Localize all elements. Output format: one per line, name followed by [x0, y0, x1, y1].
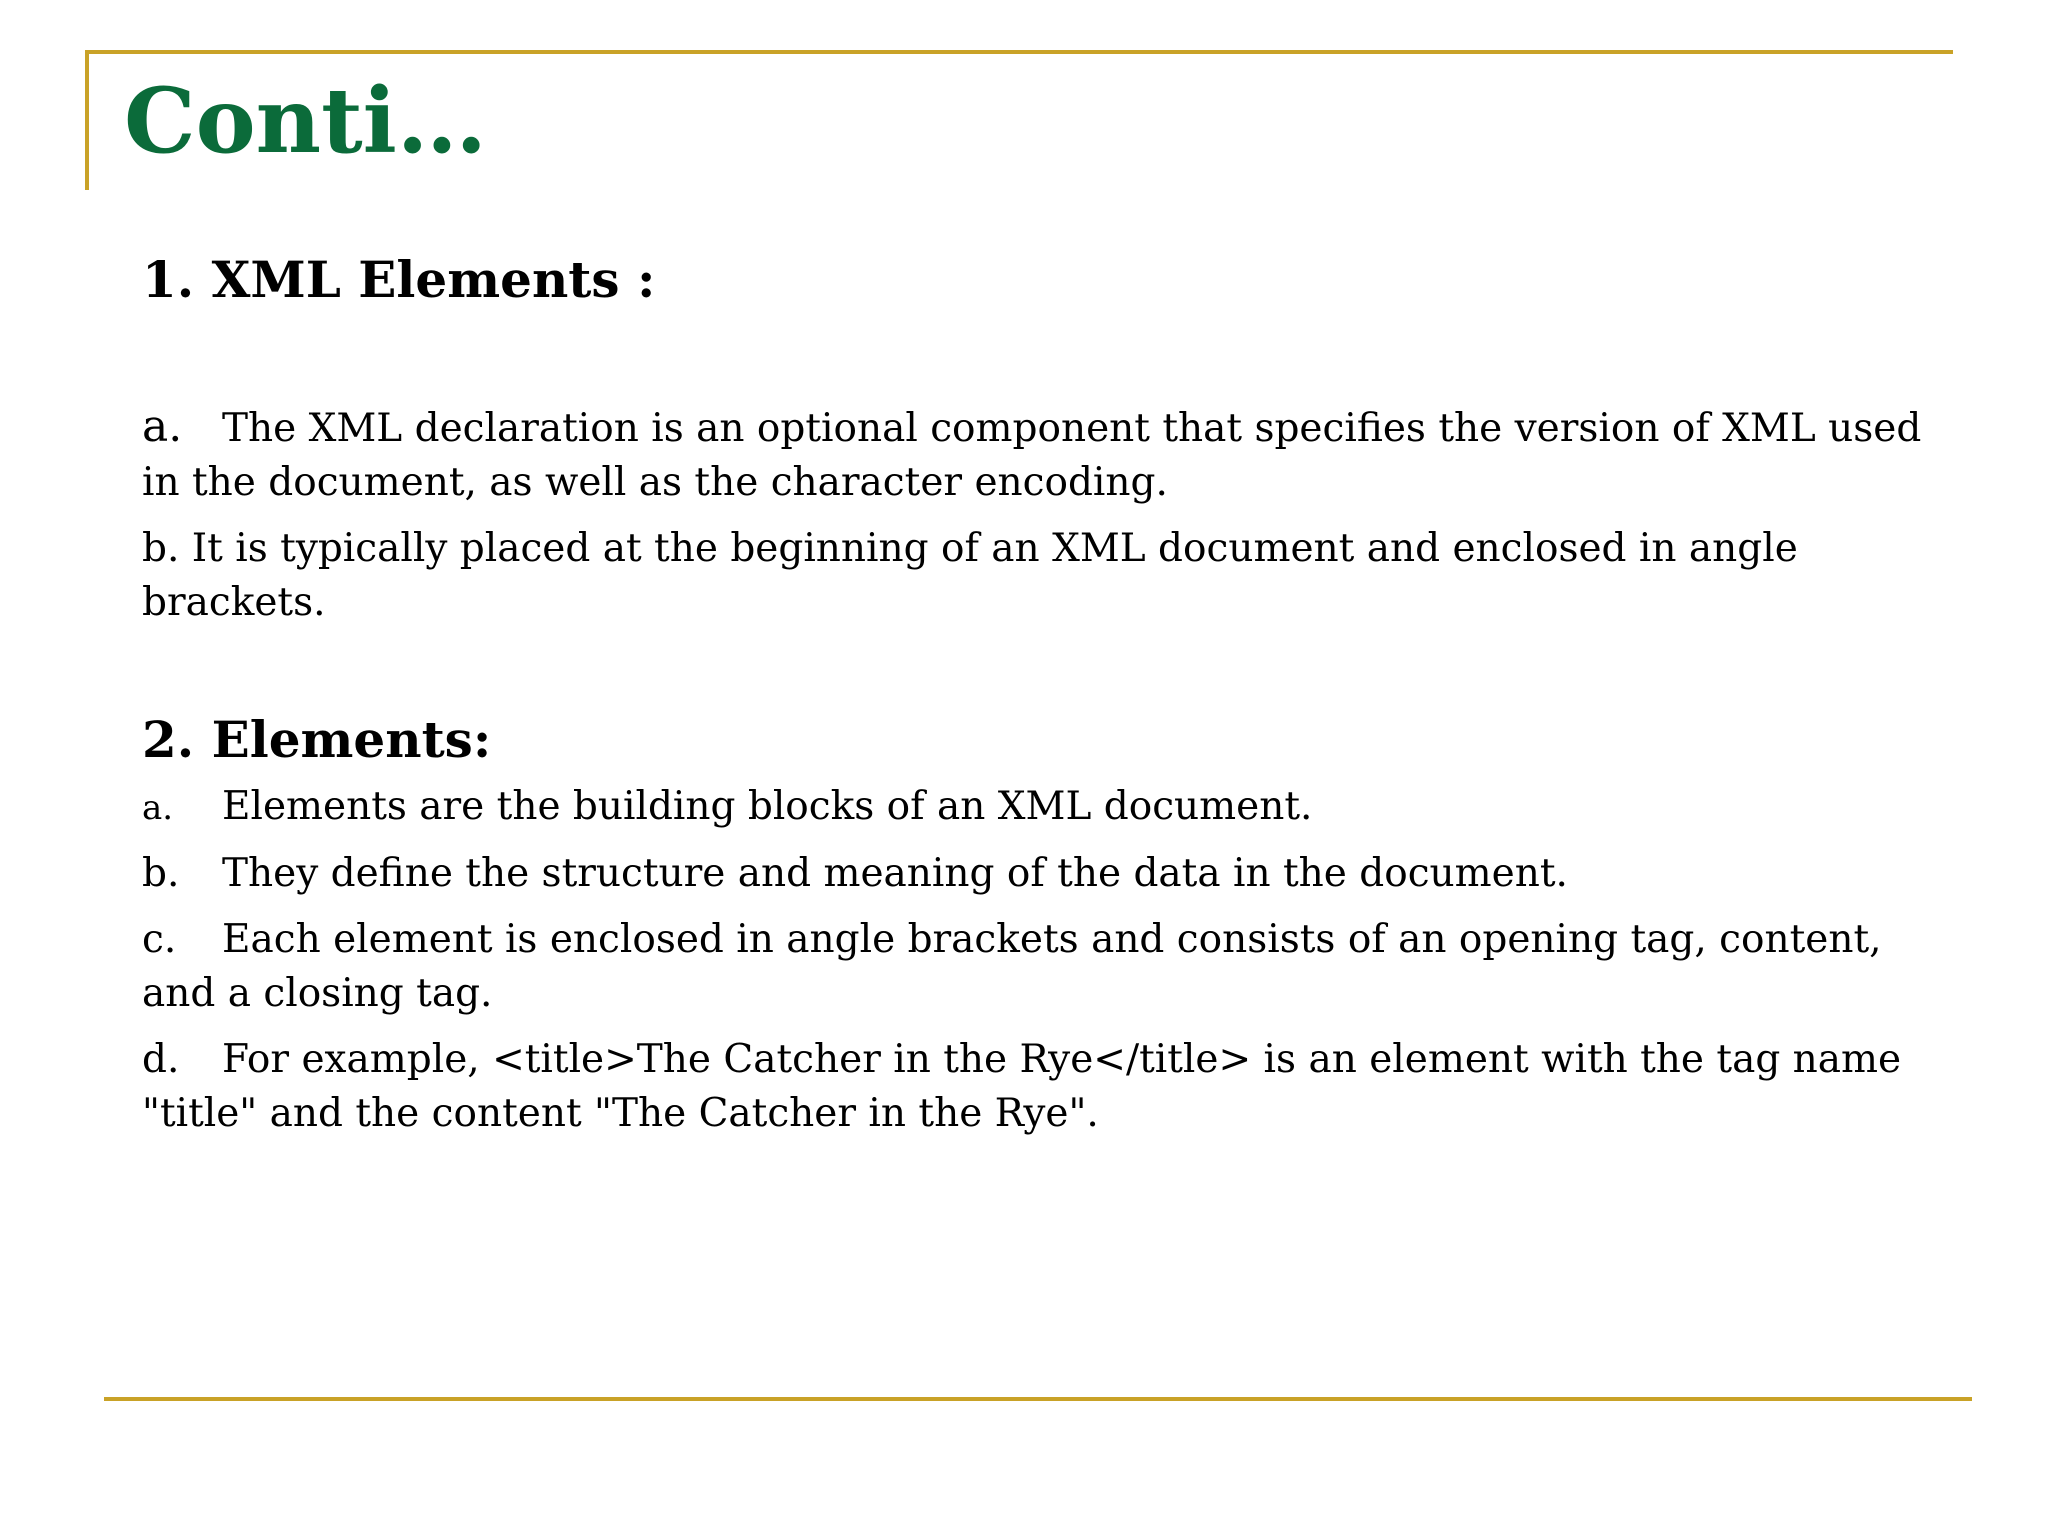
title-rule-left [85, 50, 89, 190]
list-marker: b. [142, 851, 180, 896]
footer-rule [104, 1397, 1972, 1401]
list-marker: a. [142, 788, 174, 828]
list-marker: b. [142, 526, 180, 571]
list-item-text: Each element is enclosed in angle brackets and consists of an opening tag, content, and a closing tag. [142, 917, 1882, 1016]
list-item-text: The XML declaration is an optional component that specifies the version of XML used in the document, as well as the character encoding. [142, 406, 1922, 505]
slide-title: Conti… [124, 68, 487, 174]
list-item-text: Elements are the building blocks of an XML document. [222, 784, 1313, 829]
list-item [142, 1033, 1942, 1141]
title-rule-top [85, 50, 1953, 54]
list-item-text: For example, <title>The Catcher in the Rye</title> is an element with the tag name "title" and the content "The Catcher in the Rye". [142, 1037, 1902, 1136]
list-marker: c. [142, 917, 177, 962]
section-heading-xml-elements: 1. XML Elements : [142, 250, 656, 309]
list-item-text: They define the structure and meaning of the data in the document. [222, 851, 1568, 896]
list-marker: d. [142, 1037, 180, 1082]
section-heading-elements: 2. Elements: [142, 710, 492, 769]
list-item-text: It is typically placed at the beginning of an XML document and enclosed in angle brackets. [142, 526, 1798, 625]
list-item [142, 522, 1942, 630]
list-item [142, 913, 1942, 1021]
list-item [142, 847, 1942, 901]
slide-content [142, 250, 1942, 1153]
list-marker: a. [142, 401, 183, 452]
list-item [142, 400, 1942, 510]
list-item [142, 780, 1942, 835]
